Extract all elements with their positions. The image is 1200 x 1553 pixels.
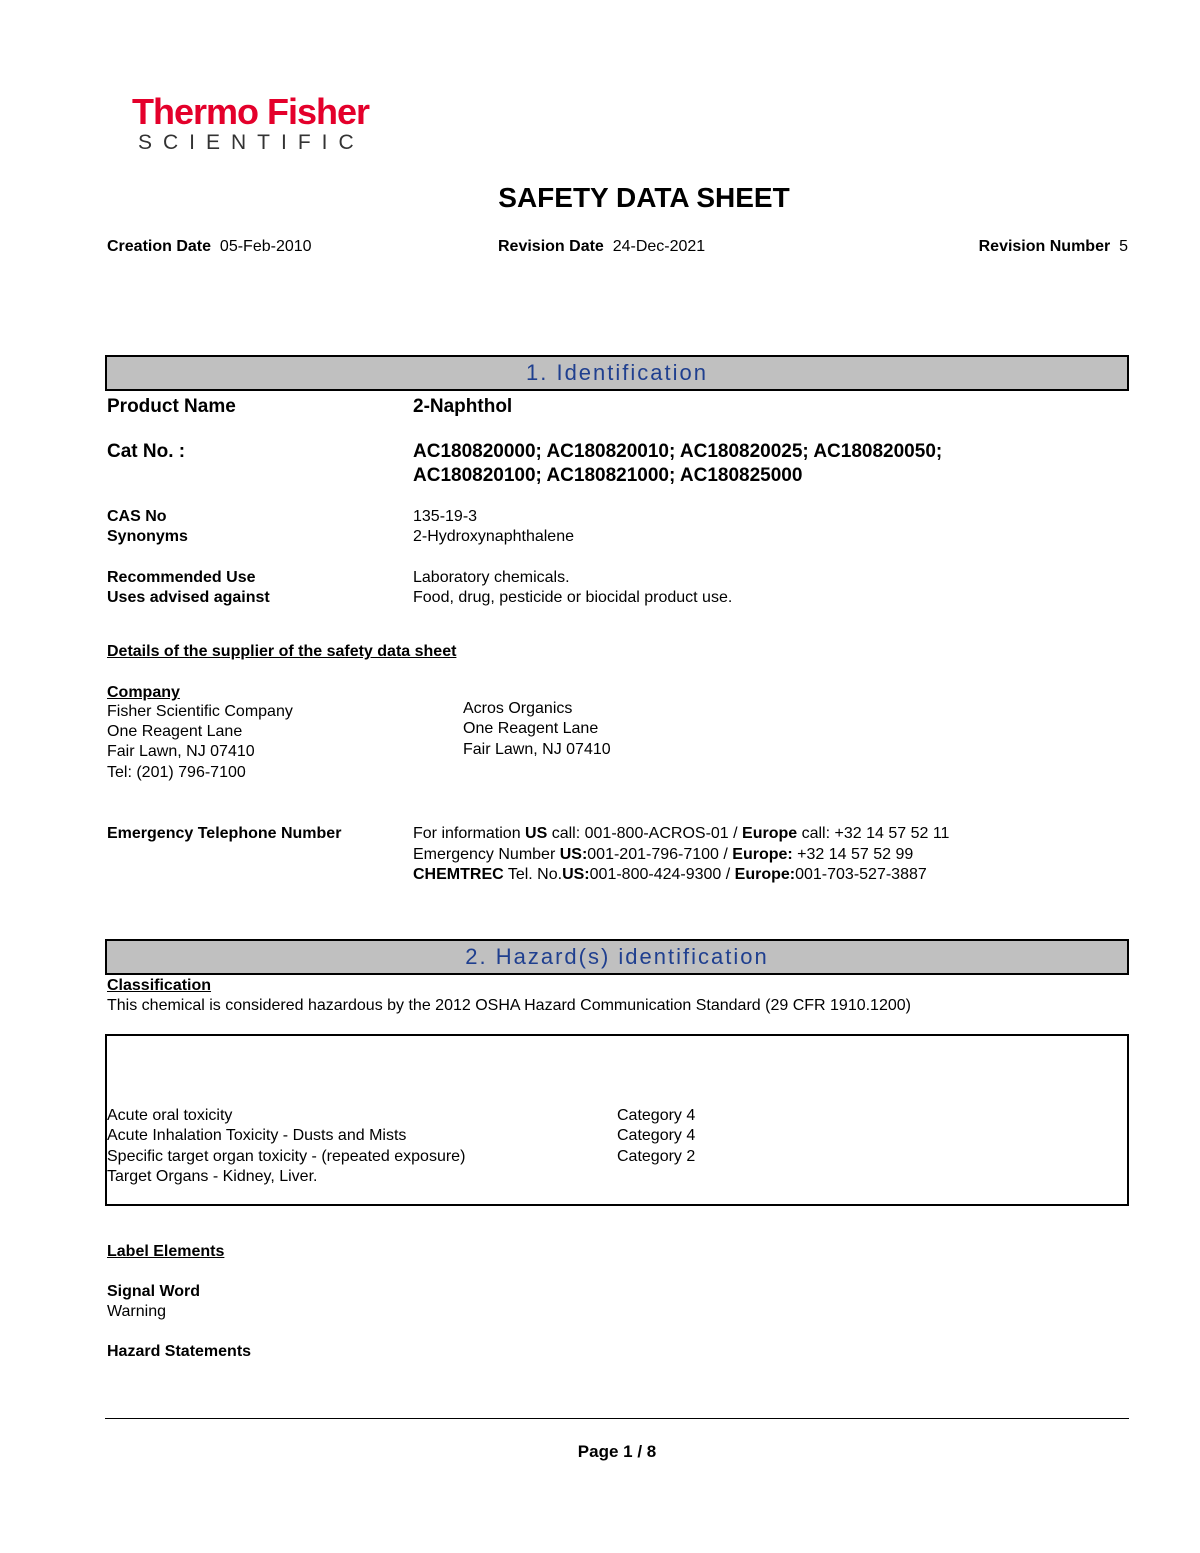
product-name-label: Product Name	[107, 396, 236, 417]
section-1-header: 1. Identification	[105, 355, 1129, 391]
uses-advised-against-label: Uses advised against	[107, 589, 270, 606]
text-europe: Europe:	[734, 866, 796, 883]
cat-no-line-2: AC180820100; AC180821000; AC180825000	[413, 465, 803, 486]
text: 001-703-527-3887	[795, 866, 927, 883]
acros-street: One Reagent Lane	[463, 720, 599, 737]
company-name: Fisher Scientific Company	[107, 703, 293, 720]
recommended-use-label: Recommended Use	[107, 569, 256, 586]
emergency-phone-label: Emergency Telephone Number	[107, 825, 342, 842]
hazard-name: Acute Inhalation Toxicity - Dusts and Mists	[107, 1127, 407, 1144]
revision-number	[979, 237, 1128, 257]
section-2-header: 2. Hazard(s) identification	[105, 939, 1129, 975]
hazard-name: Specific target organ toxicity - (repeated exposure)	[107, 1148, 466, 1165]
hazard-category: Category 4	[617, 1107, 696, 1124]
brand-logo: Thermo Fisher	[132, 91, 370, 132]
company-tel: Tel: (201) 796-7100	[107, 764, 246, 781]
target-organs: Target Organs - Kidney, Liver.	[107, 1168, 318, 1185]
revision-date-value: 24-Dec-2021	[612, 238, 706, 255]
document-title: SAFETY DATA SHEET	[498, 182, 790, 213]
hazard-category: Category 2	[617, 1148, 696, 1165]
creation-date-value: 05-Feb-2010	[219, 238, 312, 255]
hazard-statements-label: Hazard Statements	[107, 1343, 252, 1360]
text-us: US:	[559, 846, 588, 863]
hazard-name: Acute oral toxicity	[107, 1107, 233, 1124]
synonyms-value: 2-Hydroxynaphthalene	[413, 528, 574, 545]
acros-name: Acros Organics	[463, 700, 573, 717]
hazard-category: Category 4	[617, 1127, 696, 1144]
acros-city: Fair Lawn, NJ 07410	[463, 741, 611, 758]
company-city: Fair Lawn, NJ 07410	[107, 743, 255, 760]
text-europe: Europe:	[732, 846, 793, 863]
recommended-use-value: Laboratory chemicals.	[413, 569, 570, 586]
brand-logo-subtitle: SCIENTIFIC	[138, 131, 365, 154]
text-europe: Europe	[742, 825, 798, 842]
page-number: Page 1 / 8	[577, 1442, 657, 1461]
text: +32 14 57 52 99	[792, 846, 914, 863]
signal-word-label: Signal Word	[107, 1283, 201, 1300]
uses-advised-against-value: Food, drug, pesticide or biocidal product use.	[413, 589, 733, 606]
creation-date-label: Creation Date	[107, 238, 212, 255]
classification-heading: Classification	[107, 977, 212, 994]
creation-date	[107, 237, 312, 257]
text: call: 001-800-ACROS-01 /	[547, 825, 743, 842]
company-street: One Reagent Lane	[107, 723, 243, 740]
cas-no-value: 135-19-3	[413, 508, 478, 525]
company-heading: Company	[107, 684, 180, 701]
text-us: US:	[562, 866, 590, 883]
synonyms-label: Synonyms	[107, 528, 188, 545]
emergency-line-1	[413, 824, 949, 844]
signal-word-value: Warning	[107, 1303, 166, 1320]
cat-no-label: Cat No. :	[107, 441, 186, 462]
text-us: US	[525, 825, 548, 842]
footer-divider	[105, 1418, 1129, 1419]
text: call: +32 14 57 52 11	[797, 825, 950, 842]
emergency-line-3	[413, 865, 927, 885]
revision-date	[498, 237, 705, 257]
text-chemtrec: CHEMTREC	[413, 866, 504, 883]
text: Tel. No.	[503, 866, 563, 883]
cas-no-label: CAS No	[107, 508, 167, 525]
supplier-details-heading: Details of the supplier of the safety data sheet	[107, 643, 457, 660]
cat-no-line-1: AC180820000; AC180820010; AC180820025; AC180820050;	[413, 441, 943, 462]
revision-number-value: 5	[1119, 238, 1128, 255]
emergency-line-2	[413, 845, 913, 865]
classification-text: This chemical is considered hazardous by the 2012 OSHA Hazard Communication Standard (29 CFR 1910.1200)	[107, 997, 911, 1014]
product-name-value: 2-Naphthol	[413, 396, 513, 417]
revision-number-label: Revision Number	[978, 238, 1111, 255]
text: 001-201-796-7100 /	[587, 846, 733, 863]
text: Emergency Number	[413, 846, 560, 863]
label-elements-heading: Label Elements	[107, 1243, 225, 1260]
revision-date-label: Revision Date	[498, 238, 604, 255]
text: 001-800-424-9300 /	[589, 866, 735, 883]
text: For information	[413, 825, 526, 842]
